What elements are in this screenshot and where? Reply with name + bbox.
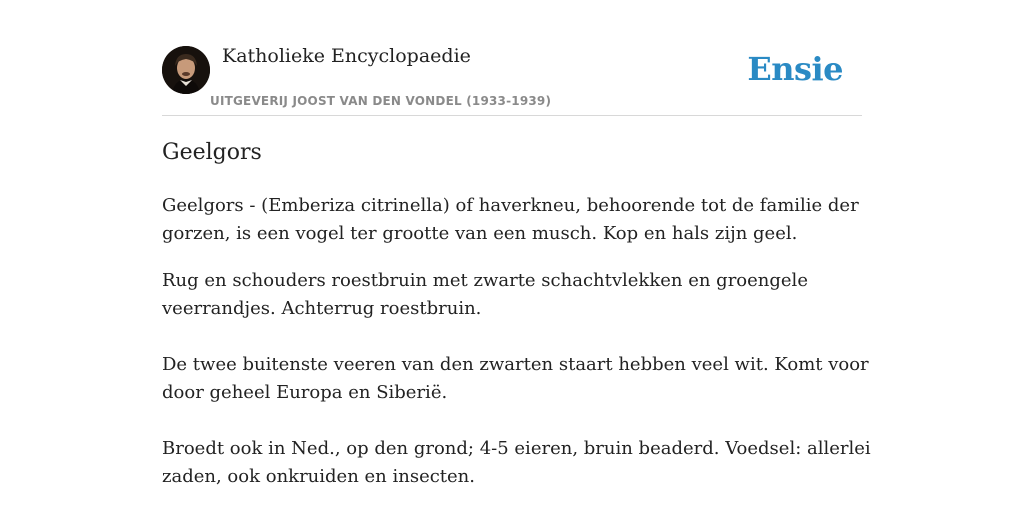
- article-paragraph: Rug en schouders roestbruin met zwarte schachtvlekken en groengele veerrandjes. Achterrug roestbruin.: [162, 270, 808, 319]
- article-body: [162, 192, 872, 491]
- article-title: Geelgors: [162, 140, 262, 165]
- article-paragraph: De twee buitenste veeren van den zwarten staart hebben veel wit. Komt voor door geheel Europa en Siberië.: [162, 354, 869, 403]
- page: [162, 0, 871, 487]
- header: [162, 0, 862, 116]
- article-paragraph: Geelgors - (Emberiza citrinella) of haverkneu, behoorende tot de familie der gorzen, is een vogel ter grootte van een musch. Kop en hals zijn geel.: [162, 195, 859, 244]
- article-paragraph: Broedt ook in Ned., op den grond; 4-5 eieren, bruin beaderd. Voedsel: allerlei zaden, ook onkruiden en insecten.: [162, 438, 871, 487]
- portrait-icon: [162, 46, 210, 94]
- publication-title[interactable]: Katholieke Encyclopaedie: [222, 45, 471, 67]
- brand-logo[interactable]: Ensie: [747, 50, 843, 88]
- avatar[interactable]: [162, 46, 210, 94]
- publication-subtitle: UITGEVERIJ JOOST VAN DEN VONDEL (1933-1939): [210, 94, 552, 108]
